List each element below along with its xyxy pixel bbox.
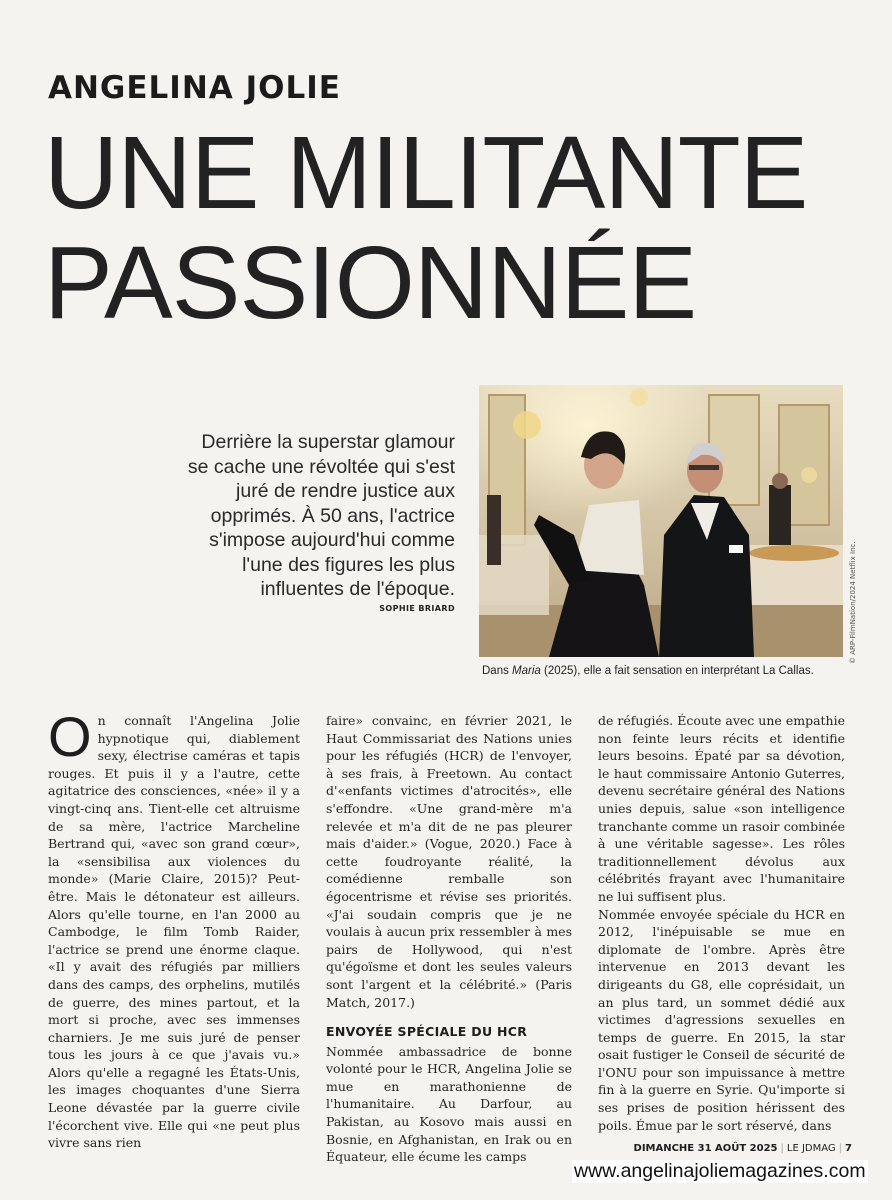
headline-line-1: UNE MILITANTE: [44, 115, 808, 230]
website-watermark: www.angelinajoliemagazines.com: [574, 1160, 866, 1182]
article-kicker: ANGELINA JOLIE: [48, 70, 341, 106]
column-1-text: n connaît l'Angelina Jolie hypnotique qui, diablement sexy, électrise caméras et tapis rouges. Et puis il y a l'autre, cette agitatrice des consciences, «née» il y a vingt-cinq ans. Tient-elle cet altruisme de sa mère, l'actrice Marcheline Bertrand qui, «avec son grand cœur», la «sensibilisa aux violences du monde» (Marie Claire, 2015)? Peut-être. Mais le détonateur est ailleurs. Alors qu'elle tourne, en l'an 2000 au Cambodge, le film Tomb Raider, l'actrice se prend une énorme claque. «Il y avait des réfugiés par milliers dans des camps, des orphelins, mutilés de guerre, des mines partout, et la mort si proche, avec ses immenses charniers. Je me suis juré de penser tous les jours à ce que j'avais vu.» Alors qu'elle a regagné les États-Unis, les images choquantes d'une Sierra Leone dévastée par la guerre civile l'écorchent vive. Elle qui «ne peut plus vivre sans rien: [48, 713, 300, 1151]
column-3-paragraph-1: de réfugiés. Écoute avec une empathie non feinte leurs récits et identifie leurs besoins. Épaté par sa dévotion, le haut commissaire Antonio Guterres, devenu secrétaire général des Nations unies depuis, salue «son intelligence tranchante comme un rasoir combinée à une véritable sagesse». Les rôles traditionnellement dévolus aux célébrités frayant avec l'humanitaire ne lui suffisent plus.: [598, 713, 845, 904]
column-3-paragraph-2: Nommée envoyée spéciale du HCR en 2012, l'inépuisable se mue en diplomate de l'ombre. Après être intervenue en 2013 devant les dirigeants du G8, elle coprésidait, un an plus tard, un sommet dédié aux victimes d'agressions sexuelles en temps de guerre. En 2015, la star osait fustiger le Conseil de sécurité de l'ONU pour son impuissance à mettre fin à la guerre en Syrie. Qu'importe si ses prises de position hérissent des poils. Émue par le sort réservé, dans: [598, 906, 845, 1133]
page-footer: [612, 1143, 852, 1154]
photo-credit: © ARP-FilmNation/2024 Netflix Inc.: [849, 541, 857, 664]
caption-after: (2025), elle a fait sensation en interprétant La Callas.: [540, 665, 814, 677]
footer-separator: |: [780, 1143, 784, 1154]
footer-separator-2: |: [838, 1143, 843, 1154]
article-column-3: [598, 712, 845, 1134]
section-subhead: ENVOYÉE SPÉCIALE DU HCR: [326, 1024, 528, 1040]
footer-date: DIMANCHE 31 AOÛT 2025: [633, 1143, 778, 1154]
column-2-paragraph-2: Nommée ambassadrice de bonne volonté pour le HCR, Angelina Jolie se mue en marathonienne de l'humanitaire. Au Darfour, au Pakistan, au Kosovo mais aussi en Bosnie, en Afghanistan, en Irak ou en Équateur, elle écume les camps: [326, 1043, 572, 1165]
headline-line-2: PASSIONNÉE: [44, 225, 697, 340]
drop-cap: O: [48, 705, 92, 768]
caption-film-title: Maria: [512, 665, 541, 677]
article-column-1: [48, 705, 300, 1152]
footer-magazine: LE JDMAG: [786, 1143, 836, 1154]
article-lead: Derrière la superstar glamour se cache une révoltée qui s'est juré de rendre justice aux opprimés. À 50 ans, l'actrice s'impose aujourd'hui comme l'une des figures les plus influentes de l'époque.: [187, 431, 455, 600]
article-headline: [44, 115, 864, 340]
page-number: 7: [845, 1143, 852, 1154]
photo-credit-area: [849, 541, 859, 814]
film-still-photo: [479, 385, 843, 657]
photo-caption: [482, 665, 844, 677]
author-byline: SOPHIE BRIARD: [379, 604, 455, 613]
article-column-2: [326, 712, 572, 1166]
caption-before: Dans: [482, 665, 513, 677]
column-2-paragraph-1: faire» convainc, en février 2021, le Haut Commissariat des Nations unies pour les réfugiés (HCR) de l'envoyer, à ses frais, à Freetown. Au contact d'«enfants victimes d'atrocités», elle s'effondre. «Une grand-mère m'a relevée et m'a dit de ne pas pleurer mais d'aider.» (Vogue, 2020.) Face à cette foudroyante réalité, la comédienne remballe son égocentrisme et révise ses priorités. «J'ai soudain compris que je ne voulais à aucun prix ressembler à mes pairs de Hollywood, qui n'est qu'égoïsme et dont les seules valeurs sont l'argent et la célébrité.» (Paris Match, 2017.): [326, 713, 572, 1010]
